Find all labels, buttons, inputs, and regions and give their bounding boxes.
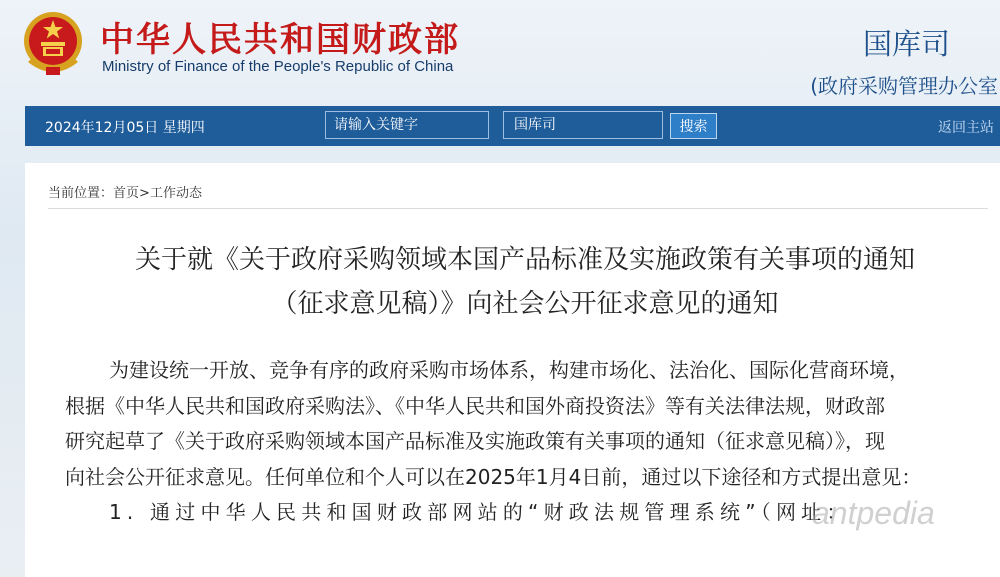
body-line-2: 根据《中华人民共和国政府采购法》、《中华人民共和国外商投资法》等有关法律法规，财政部: [65, 393, 885, 418]
body-line-4: 向社会公开征求意见。任何单位和个人可以在2025年1月4日前，通过以下途径和方式提出意见：: [65, 464, 922, 489]
breadcrumb: [48, 182, 202, 201]
national-emblem-icon: [22, 10, 84, 76]
department-subtitle: (政府采购管理办公室: [810, 74, 998, 98]
breadcrumb-prefix: 当前位置：: [48, 186, 114, 201]
breadcrumb-divider: [48, 208, 988, 209]
watermark-logo: antpedia: [812, 495, 935, 531]
breadcrumb-home-link[interactable]: 首页: [113, 186, 140, 201]
list-item-1: 1. 通过中华人民共和国财政部网站的“财政法规管理系统”（网址：: [109, 500, 852, 524]
search-input[interactable]: 请输入关键字: [325, 111, 489, 139]
article-title: [65, 238, 985, 326]
site-header: [0, 0, 1000, 105]
breadcrumb-current-link[interactable]: 工作动态: [149, 186, 202, 201]
body-line-1: 为建设统一开放、竞争有序的政府采购市场体系，构建市场化、法治化、国际化营商环境，: [109, 358, 909, 382]
search-scope-select[interactable]: 国库司: [503, 111, 663, 139]
article-title-line-1: 关于就《关于政府采购领域本国产品标准及实施政策有关事项的通知: [134, 245, 915, 275]
department-name: 国库司: [862, 27, 950, 61]
back-to-main-link[interactable]: 返回主站: [938, 120, 994, 136]
body-line-3: 研究起草了《关于政府采购领域本国产品标准及实施政策有关事项的通知（征求意见稿）》，现: [65, 429, 885, 453]
site-title-en: Ministry of Finance of the People's Republic of China: [102, 58, 454, 75]
breadcrumb-separator: >: [139, 186, 150, 201]
site-title-cn: 中华人民共和国财政部: [100, 20, 460, 60]
search-button[interactable]: 搜索: [670, 113, 717, 139]
top-nav-bar: [25, 106, 1000, 146]
current-date: 2024年12月05日 星期四: [45, 120, 205, 136]
article-title-line-2: （征求意见稿）》向社会公开征求意见的通知: [271, 289, 779, 319]
